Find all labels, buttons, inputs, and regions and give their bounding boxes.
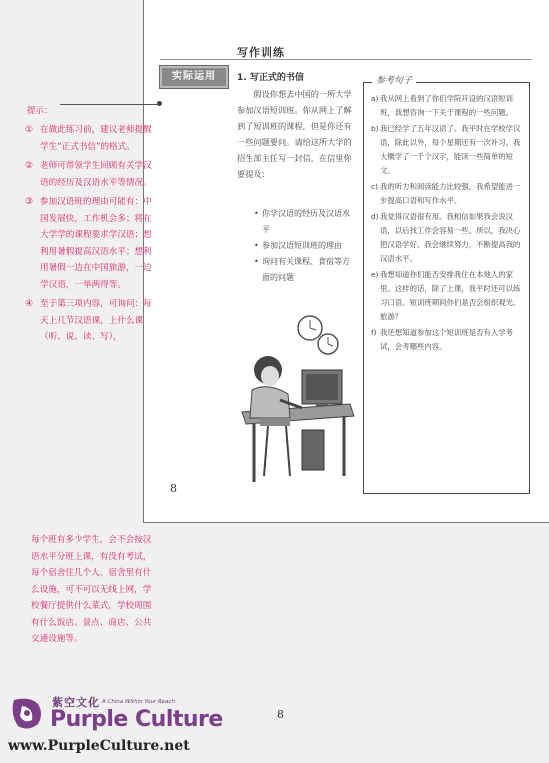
- reference-heading: 参考句子: [372, 73, 416, 86]
- reference-sentence: c) 我的听力和阅读能力比较强，我希望能进一步提高口语和写作水平。: [371, 182, 521, 205]
- brand-url-link[interactable]: www.PurpleCulture.net: [8, 738, 190, 754]
- teacher-note: ② 老师可带领学生回顾有关学汉语的经历及汉语水平等情况。: [25, 161, 152, 188]
- student-at-computer-illustration: [232, 300, 360, 488]
- page-number: 8: [277, 708, 284, 721]
- teacher-notes-label: 提示：: [27, 106, 53, 116]
- section-title: 写作训练: [237, 46, 285, 59]
- reference-sentence: f) 我还想知道参加这个短训班是否有入学考试，会考哪些内容。: [371, 328, 514, 351]
- reference-sentence: a) 我从网上看到了你们学院开设的汉语短训班，我想咨询一下关于课程的一些问题。: [371, 94, 514, 117]
- prompt-bullet: • 参加汉语短训班的理由: [254, 241, 342, 250]
- prompt-bullet: • 询问有关课程、食宿等方面的问题: [254, 257, 350, 282]
- teacher-notes-list: [25, 122, 153, 349]
- exercise-prompt: 假设你想去中国的一所大学参加汉语短训班。你从网上了解到了短训班的课程，但是你还有一些问题要问。请给这所大学的招生部主任写一封信，在信里你要提及：: [237, 89, 352, 179]
- reference-sentence: b) 我已经学了五年汉语了。我平时在学校学汉语，除此以外，每个星期还有一次补习。我大概学了一千个汉字，能读一些简单的短文。: [371, 124, 521, 175]
- inner-page-number: 8: [170, 482, 177, 495]
- reference-sentence: d) 我觉得汉语很有用。我相信如果我会说汉语，以后找工作会容易一些。所以，我决心把汉语学好。我会继续努力，不断提高我的汉语水平。: [371, 212, 521, 263]
- reference-sentence: e) 我想知道你们能否安排我住在本地人的家里。这样的话，除了上课，我平时还可以练习口语。短训班期间你们是否会组织观光、旅游？: [371, 270, 521, 321]
- teacher-note: ① 在做此练习前，建议老师提醒学生“正式书信”的格式。: [25, 125, 152, 152]
- purple-culture-logo-icon: [8, 694, 46, 732]
- prompt-bullet-list: [254, 206, 354, 286]
- title-divider: [160, 59, 532, 60]
- teacher-note: ④ 至于第三项内容，可询问：每天上几节汉语课，上什么课（听、说、读、写），: [25, 299, 152, 342]
- teacher-note-continuation: 每个班有多少学生，会不会按汉语水平分班上课，有没有考试，每个宿舍住几个人，宿舍里有什么设施，可不可以无线上网，学校餐厅提供什么菜式，学校周围有什么饭店、景点、商店、公共交通设施等。: [31, 535, 152, 644]
- brand-english-name: Purple Culture: [50, 707, 223, 732]
- brand-chinese-name: 紫空文化: [52, 696, 100, 709]
- notes-leader-dot: [157, 101, 162, 106]
- reference-sentence-list: [371, 92, 523, 356]
- teacher-note: ③ 参加汉语班的理由可能有：中国发展快，工作机会多；将在大学学的课程要求学汉语；想利用暑假提高汉语水平；想利用暑假一边在中国旅游，一边学汉语，一举两得等。: [25, 197, 152, 290]
- practice-badge: 实际运用: [160, 66, 228, 88]
- notes-leader-line: [60, 104, 160, 105]
- brand-tagline: A China Within Your Reach: [102, 699, 176, 705]
- exercise-heading: 1. 写正式的书信: [237, 73, 304, 83]
- prompt-bullet: • 你学汉语的经历及汉语水平: [254, 209, 350, 234]
